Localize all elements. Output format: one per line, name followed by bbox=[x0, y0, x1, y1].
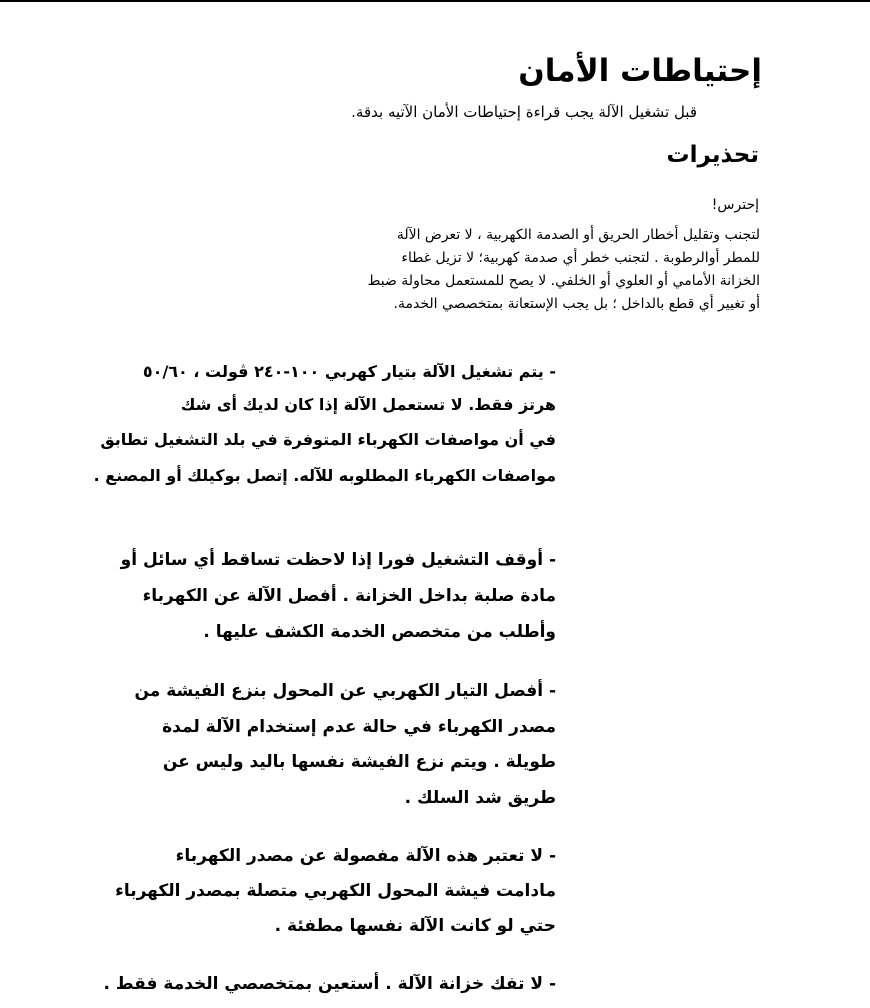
paragraph-line: حتي لو كانت الآلة نفسها مطفئة . bbox=[274, 916, 556, 936]
paragraph-line: مادة صلبة بداخل الخزانة . أفصل الآلة عن الكهرباء bbox=[142, 586, 556, 606]
paragraph-line: طويلة . ويتم نزع الفيشة نفسها باليد وليس عن bbox=[162, 752, 556, 772]
paragraph-line: - أوقف التشغيل فورا إذا لاحظت تساقط أي سائل أو bbox=[120, 550, 556, 570]
paragraph-line: - أفصل التيار الكهربي عن المحول بنزع الفيشة من bbox=[134, 681, 556, 701]
paragraph-line: وأطلب من متخصص الخدمة الكشف عليها . bbox=[203, 622, 556, 642]
paragraph-line: طريق شد السلك . bbox=[404, 788, 556, 808]
warning-line: لتجنب وتقليل أخطار الحريق أو الصدمة الكهربية ، لا تعرض الآلة bbox=[396, 227, 760, 243]
paragraph-line: مادامت فيشة المحول الكهربي متصلة بمصدر الكهرباء bbox=[115, 881, 556, 901]
paragraph-line: - يتم تشغيل الآلة بتيار كهربي ١٠٠-٢٤٠ ڤولت ، ٥٠/٦٠ bbox=[142, 362, 556, 381]
warnings-heading: تحذيرات bbox=[666, 142, 759, 168]
warning-line: أو تغيير أي قطع بالداخل ؛ بل يجب الإستعانة بمتخصصي الخدمة. bbox=[393, 296, 760, 312]
paragraph-line: مصدر الكهرباء في حالة عدم إستخدام الآلة لمدة bbox=[162, 717, 556, 737]
paragraph-line: - لا تفك خزانة الآلة . أستعين بمتخصصي الخدمة فقط . bbox=[103, 974, 556, 994]
intro-text: قبل تشغيل الآلة يجب قراءة إحتياطات الأمان الآتيه بدقة. bbox=[351, 103, 697, 121]
warning-line: للمطر أوالرطوبة . لتجنب خطر أي صدمة كهربية؛ لا تزيل غطاء bbox=[401, 250, 760, 266]
top-border-rule bbox=[0, 0, 870, 2]
page-title: إحتياطات الأمان bbox=[518, 53, 762, 89]
warning-line: الخزانة الأمامي أو العلوي أو الخلفي. لا يصح للمستعمل محاولة ضبط bbox=[367, 273, 760, 289]
caution-label: إحترس! bbox=[711, 197, 759, 213]
paragraph-line: - لا تعتبر هذه الآلة مفصولة عن مصدر الكهرباء bbox=[175, 846, 556, 866]
paragraph-line: هرتز فقط. لا تستعمل الآلة إذا كان لديك أى شك bbox=[180, 395, 556, 414]
paragraph-line: في أن مواصفات الكهرباء المتوفرة في بلد التشغيل تطابق bbox=[100, 430, 556, 449]
paragraph-line: مواصفات الكهرباء المطلوبه للآله. إتصل بوكيلك أو المصنع . bbox=[93, 466, 556, 485]
